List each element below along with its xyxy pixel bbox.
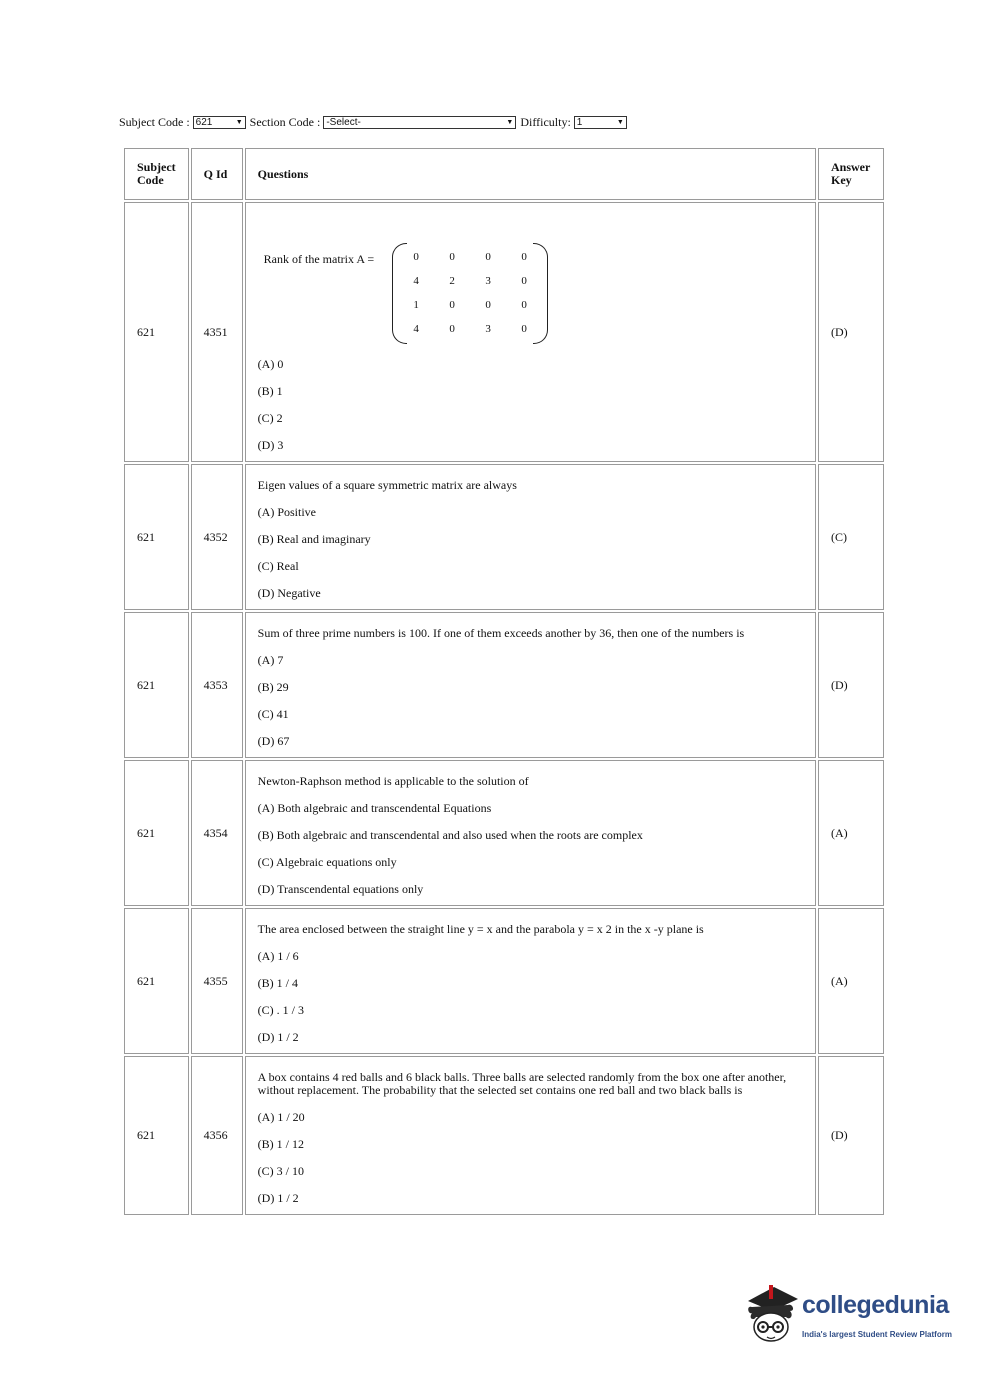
chevron-down-icon: ▼ (506, 119, 514, 126)
answer-key-cell: (D) (818, 202, 884, 462)
question-text: Rank of the matrix A = (263, 252, 375, 266)
difficulty-value: 1 (576, 117, 583, 128)
question-text: Eigen values of a square symmetric matrix are always (257, 478, 517, 492)
table-row (124, 612, 884, 758)
option: (C) . 1 / 3 (257, 1003, 305, 1017)
matrix (392, 243, 548, 344)
table-header-row (124, 148, 884, 200)
matrix-right-bracket (533, 243, 548, 344)
matrix-cell: 3 (485, 275, 491, 287)
question-cell (245, 908, 816, 1054)
answer-key-cell: (D) (818, 1056, 884, 1215)
collegedunia-logo (742, 1283, 972, 1353)
option: (B) Both algebraic and transcendental and also used when the roots are complex (257, 828, 643, 842)
filter-bar (119, 115, 631, 130)
header-answer-key: Answer Key (818, 148, 884, 200)
option: (C) 41 (257, 707, 289, 721)
option: (D) 1 / 2 (257, 1030, 299, 1044)
matrix-cell: 0 (521, 275, 527, 287)
matrix-cell: 1 (413, 299, 419, 311)
section-code-label: Section Code : (249, 115, 321, 129)
subject-code-cell: 621 (124, 760, 189, 906)
options-list (258, 654, 803, 748)
table-row (124, 1056, 884, 1215)
option: (D) 1 / 2 (257, 1191, 299, 1205)
option: (C) 2 (257, 411, 283, 425)
subject-code-cell: 621 (124, 908, 189, 1054)
table-row (124, 464, 884, 610)
q-id-cell: 4355 (191, 908, 243, 1054)
option: (D) Transcendental equations only (257, 882, 424, 896)
option: (A) 1 / 20 (257, 1110, 305, 1124)
matrix-cell: 0 (485, 251, 491, 263)
question-stem (264, 243, 803, 344)
subject-code-cell: 621 (124, 1056, 189, 1215)
option: (C) Algebraic equations only (257, 855, 397, 869)
question-cell (245, 612, 816, 758)
chevron-down-icon: ▼ (235, 119, 243, 126)
options-list (258, 802, 803, 896)
answer-key-cell: (D) (818, 612, 884, 758)
matrix-cell: 0 (521, 299, 527, 311)
option: (B) 1 / 4 (257, 976, 299, 990)
matrix-cell: 3 (485, 323, 491, 335)
options-list (258, 358, 803, 452)
option: (C) 3 / 10 (257, 1164, 305, 1178)
question-cell (245, 760, 816, 906)
options-list (258, 950, 803, 1044)
subject-code-select[interactable] (193, 116, 246, 129)
subject-code-cell: 621 (124, 612, 189, 758)
matrix-cell: 4 (413, 275, 419, 287)
option: (B) 1 (257, 384, 283, 398)
questions-table (122, 146, 886, 1217)
q-id-cell: 4356 (191, 1056, 243, 1215)
option: (C) Real (257, 559, 299, 573)
option: (A) Positive (257, 505, 317, 519)
subject-code-cell: 621 (124, 464, 189, 610)
option: (B) Real and imaginary (257, 532, 371, 546)
q-id-cell: 4353 (191, 612, 243, 758)
option: (B) 1 / 12 (257, 1137, 305, 1151)
answer-key-cell: (C) (818, 464, 884, 610)
answer-key-cell: (A) (818, 760, 884, 906)
question-text: Newton-Raphson method is applicable to the solution of (257, 774, 529, 788)
q-id-cell: 4351 (191, 202, 243, 462)
matrix-cell: 0 (449, 251, 455, 263)
option: (A) 1 / 6 (257, 949, 299, 963)
subject-code-label: Subject Code : (119, 115, 190, 129)
table-row (124, 202, 884, 462)
options-list (258, 506, 803, 600)
options-list (258, 1111, 803, 1205)
mascot-icon (742, 1283, 800, 1345)
q-id-cell: 4352 (191, 464, 243, 610)
matrix-cell: 0 (449, 299, 455, 311)
matrix-cell: 0 (521, 251, 527, 263)
logo-wordmark: collegedunia (802, 1291, 949, 1319)
matrix-cell: 4 (413, 323, 419, 335)
matrix-cell: 0 (413, 251, 419, 263)
section-code-value: -Select- (326, 117, 361, 128)
question-cell (245, 1056, 816, 1215)
header-questions: Questions (245, 148, 816, 200)
question-text: The area enclosed between the straight line y = x and the parabola y = x 2 in the x -y plane is (257, 922, 704, 936)
matrix-cell: 2 (449, 275, 455, 287)
chevron-down-icon: ▼ (616, 119, 624, 126)
answer-key-cell: (A) (818, 908, 884, 1054)
table-row (124, 908, 884, 1054)
table-row (124, 760, 884, 906)
option: (B) 29 (257, 680, 289, 694)
difficulty-select[interactable] (574, 116, 627, 129)
question-text: Sum of three prime numbers is 100. If one of them exceeds another by 36, then one of the numbers is (257, 626, 745, 640)
matrix-cell: 0 (485, 299, 491, 311)
q-id-cell: 4354 (191, 760, 243, 906)
logo-tagline: India's largest Student Review Platform (802, 1330, 952, 1339)
option: (A) 0 (257, 357, 284, 371)
matrix-cell: 0 (521, 323, 527, 335)
option: (A) 7 (257, 653, 284, 667)
option: (D) 67 (257, 734, 290, 748)
difficulty-label: Difficulty: (520, 115, 571, 129)
question-cell (245, 202, 816, 462)
question-cell (245, 464, 816, 610)
header-q-id: Q Id (191, 148, 243, 200)
matrix-left-bracket (392, 243, 407, 344)
section-code-select[interactable] (323, 116, 516, 129)
subject-code-value: 621 (195, 117, 213, 128)
header-subject-code: Subject Code (124, 148, 189, 200)
option: (D) 3 (257, 438, 284, 452)
subject-code-cell: 621 (124, 202, 189, 462)
question-text: A box contains 4 red balls and 6 black balls. Three balls are selected randomly from the box one after another, without replacement. The probability that the selected set contains one red ball and two black balls is (257, 1070, 787, 1097)
matrix-cell: 0 (449, 323, 455, 335)
option: (D) Negative (257, 586, 321, 600)
option: (A) Both algebraic and transcendental Equations (257, 801, 492, 815)
